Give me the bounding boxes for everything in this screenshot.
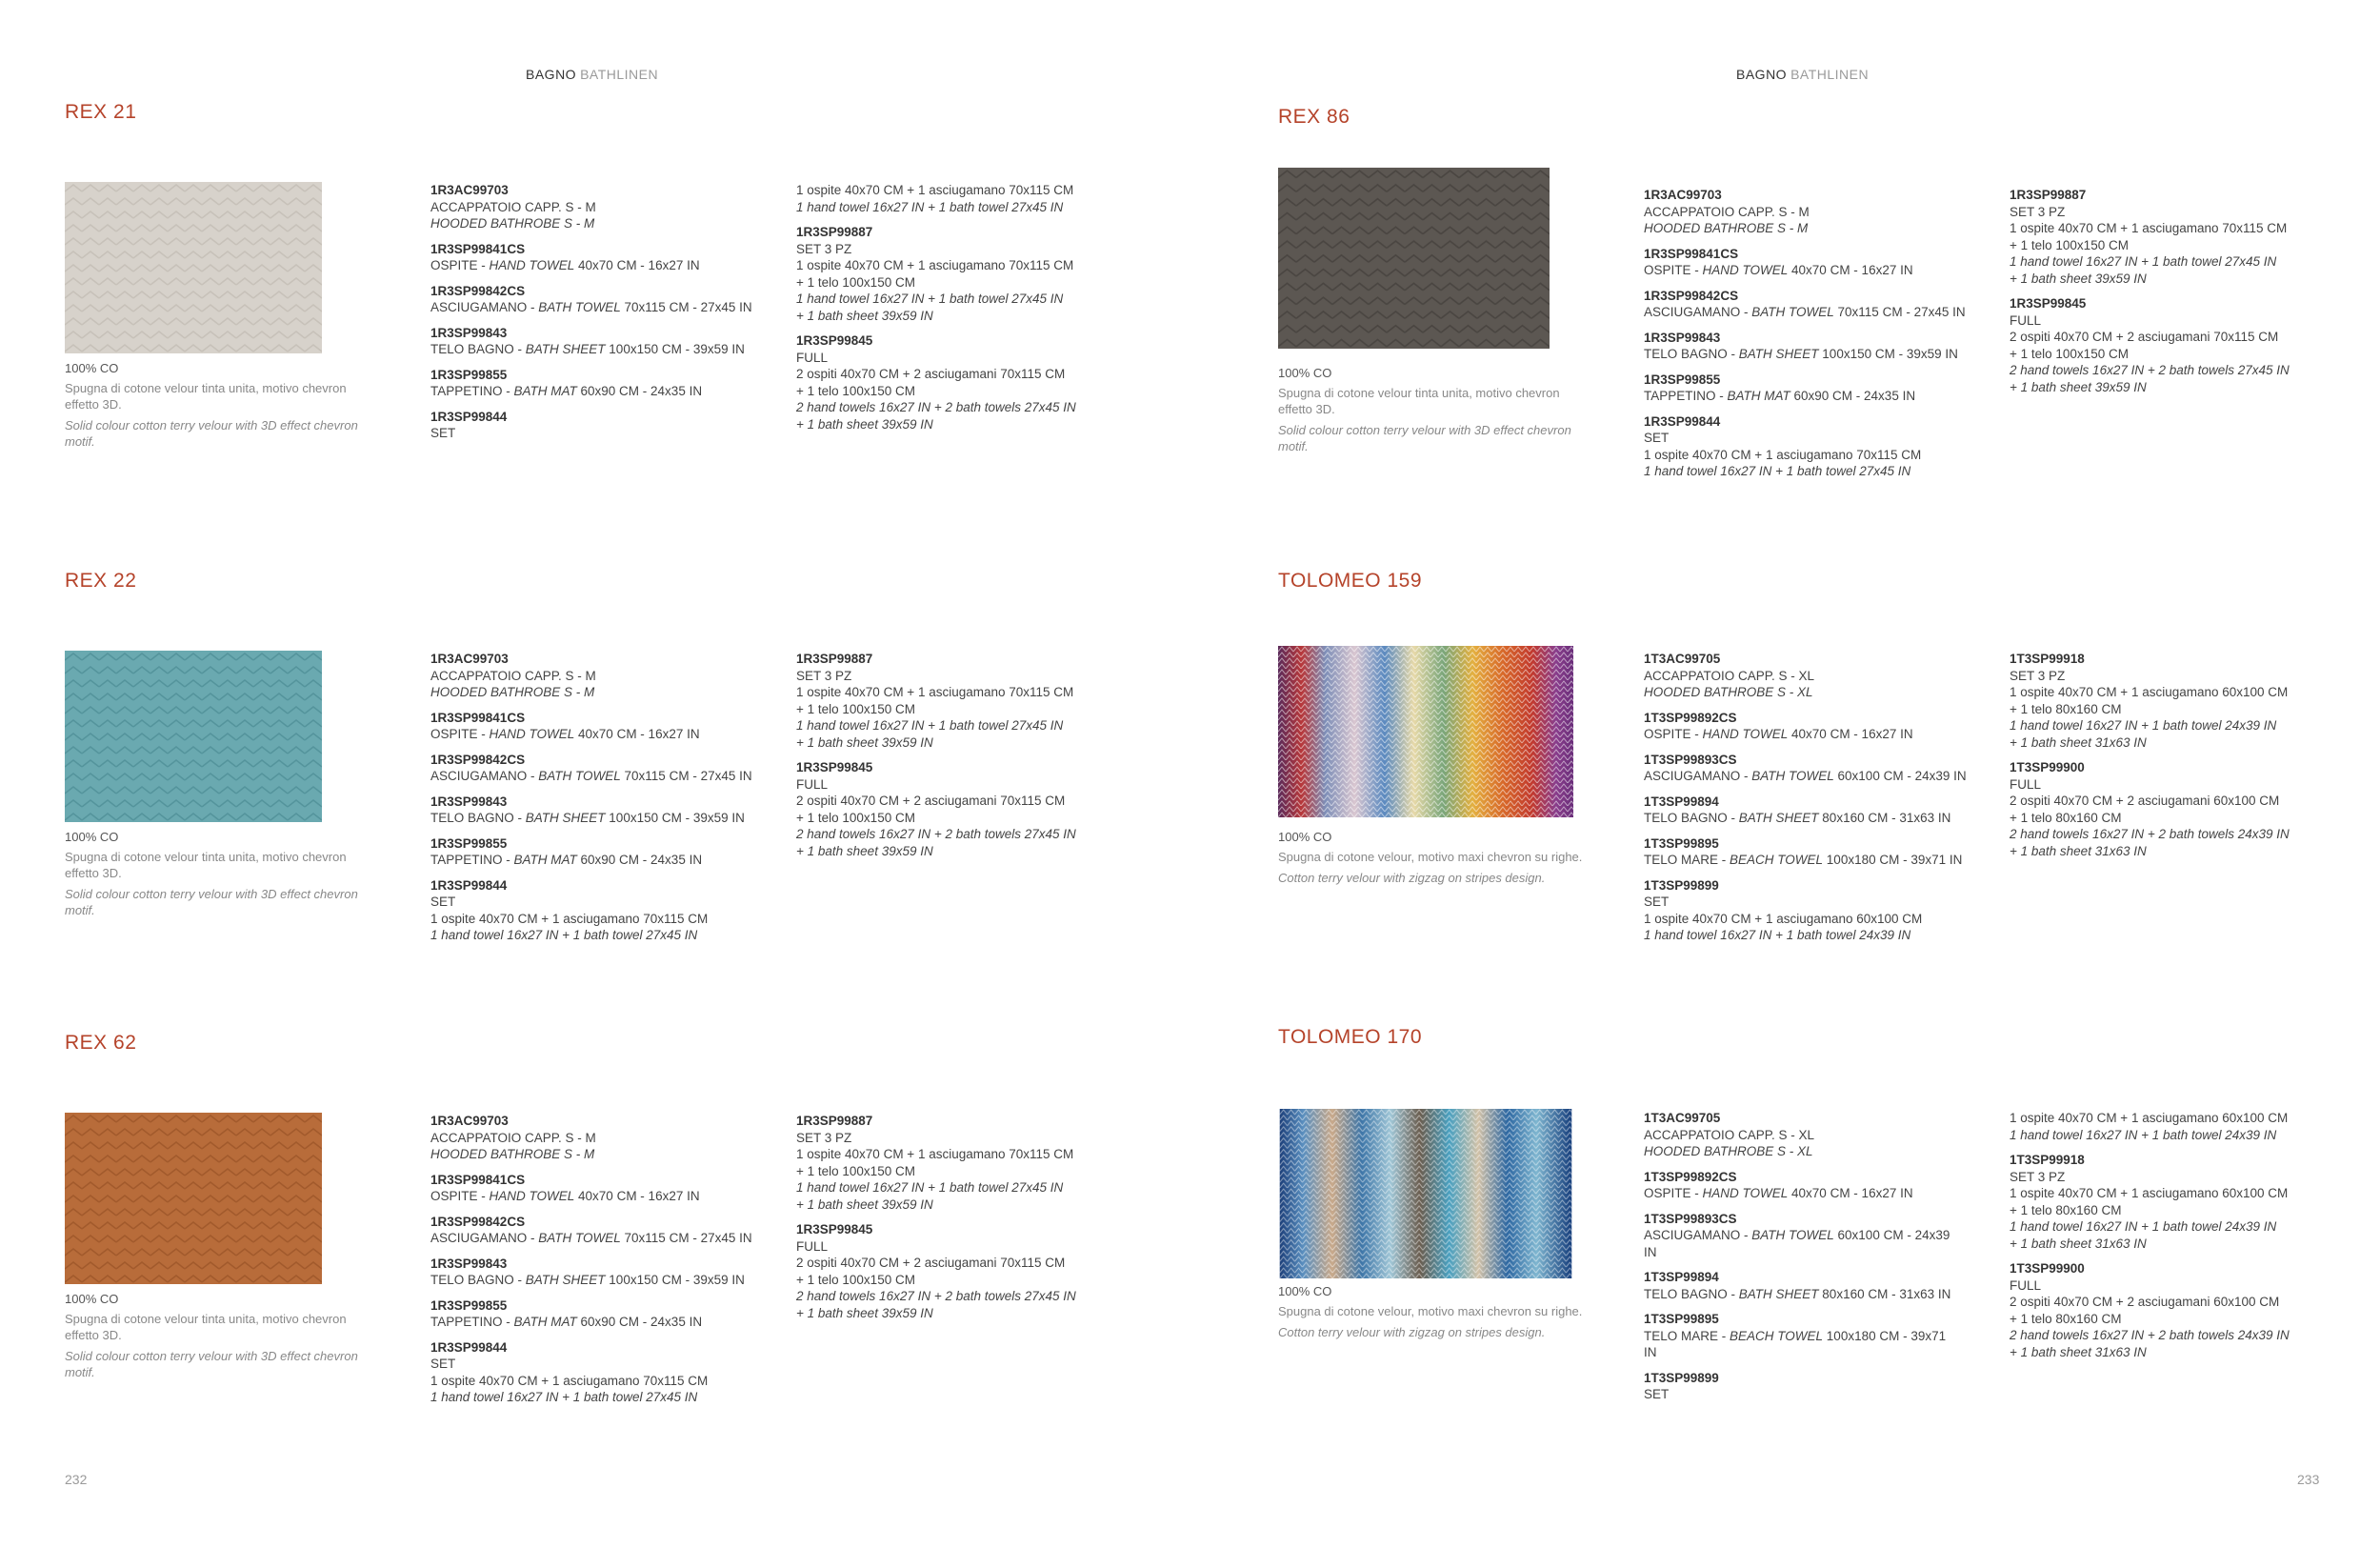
composition: 100% CO (65, 830, 119, 844)
set-contents-english: 2 hand towels 16x27 IN + 2 bath towels 27x45 IN (796, 400, 1076, 414)
product-code: 1R3SP99887 (2010, 188, 2087, 202)
item-name: SET 3 PZ (796, 241, 852, 256)
product-rex-22 (65, 570, 1189, 1008)
item-name: SET 3 PZ (2010, 668, 2066, 683)
set-contents-english: 1 hand towel 16x27 IN + 1 bath towel 24x39 IN (2010, 1127, 2277, 1142)
header-subcategory: BATHLINEN (1790, 67, 1870, 82)
description-italian: Spugna di cotone velour, motivo maxi chevron su righe. (1278, 1304, 1583, 1318)
set-contents: + 1 telo 80x160 CM (2010, 810, 2122, 825)
product-code: 1R3SP99842CS (1644, 288, 1739, 303)
item-name: TELO BAGNO - BATH SHEET 100x150 CM - 39x59 IN (430, 1273, 745, 1287)
description-english: Cotton terry velour with zigzag on stripes design. (1278, 1325, 1546, 1339)
product-code: 1R3SP99844 (430, 877, 508, 893)
product-code: 1R3SP99844 (430, 1339, 508, 1355)
set-contents: 1 ospite 40x70 CM + 1 asciugamano 70x115 CM (430, 911, 709, 926)
product-code: 1T3SP99895 (1644, 1312, 1719, 1326)
page-number-right: 233 (2297, 1472, 2320, 1487)
set-contents: 1 ospite 40x70 CM + 1 asciugamano 70x115 CM (2010, 221, 2288, 235)
composition: 100% CO (65, 361, 119, 375)
item-name: TELO BAGNO - BATH SHEET 100x150 CM - 39x59 IN (430, 811, 745, 825)
header-subcategory: BATHLINEN (580, 67, 659, 82)
item-name: SET 3 PZ (796, 1130, 852, 1145)
item-name: OSPITE - HAND TOWEL 40x70 CM - 16x27 IN (1644, 263, 1913, 277)
set-contents-english: + 1 bath sheet 39x59 IN (2010, 379, 2147, 394)
set-contents-english: + 1 bath sheet 39x59 IN (796, 416, 933, 432)
product-code: 1T3SP99895 (1644, 835, 1719, 851)
item-name: SET (1644, 1387, 1670, 1401)
product-code: 1R3SP99841CS (430, 241, 526, 256)
product-codes-column-1 (430, 182, 759, 442)
set-contents-english: 1 hand towel 16x27 IN + 1 bath towel 27x45 IN (2010, 254, 2277, 269)
set-contents: 2 ospiti 40x70 CM + 2 asciugamani 70x115 CM (796, 367, 1066, 381)
product-codes-column-2 (2010, 651, 2338, 859)
set-contents: 1 ospite 40x70 CM + 1 asciugamano 60x100 CM (2010, 685, 2289, 699)
set-contents-english: 1 hand towel 16x27 IN + 1 bath towel 27x45 IN (796, 718, 1064, 733)
set-contents: + 1 telo 100x150 CM (796, 1163, 915, 1178)
item-name: ACCAPPATOIO CAPP. S - XL (1644, 668, 1815, 683)
item-name: SET 3 PZ (2010, 1169, 2066, 1184)
product-code: 1T3SP99892CS (1644, 710, 1737, 725)
product-tolomeo-159 (1278, 570, 2380, 1008)
set-contents-english: + 1 bath sheet 39x59 IN (796, 308, 933, 323)
set-contents: 1 ospite 40x70 CM + 1 asciugamano 70x115 CM (796, 258, 1074, 272)
item-name: ACCAPPATOIO CAPP. S - XL (1644, 1127, 1815, 1142)
item-name: TELO BAGNO - BATH SHEET 100x150 CM - 39x59 IN (430, 342, 745, 356)
item-name-english: HOODED BATHROBE S - XL (1644, 1144, 1813, 1158)
product-code: 1R3SP99843 (430, 1256, 508, 1271)
page-header-right (1736, 67, 1869, 82)
set-contents: + 1 telo 80x160 CM (2010, 1311, 2122, 1326)
towel-swatch-rex-22 (65, 651, 322, 822)
product-code: 1R3SP99845 (796, 1222, 873, 1236)
item-name: OSPITE - HAND TOWEL 40x70 CM - 16x27 IN (1644, 1186, 1913, 1200)
set-contents: 1 ospite 40x70 CM + 1 asciugamano 70x115 CM (1644, 447, 1922, 462)
product-code: 1R3SP99842CS (430, 752, 526, 767)
product-code: 1T3SP99893CS (1644, 752, 1737, 767)
product-codes-column-1 (1644, 651, 1972, 944)
composition: 100% CO (65, 1292, 119, 1306)
description-english: Cotton terry velour with zigzag on stripes design. (1278, 871, 1546, 885)
item-name: FULL (2010, 776, 2042, 792)
product-code: 1R3SP99845 (796, 760, 873, 774)
item-name: FULL (2010, 312, 2042, 328)
description-english: Solid colour cotton terry velour with 3D effect chevron motif. (65, 1349, 358, 1379)
item-name: FULL (796, 776, 829, 792)
product-code: 1R3SP99845 (2010, 296, 2087, 311)
description-italian: Spugna di cotone velour tinta unita, motivo chevron effetto 3D. (65, 1312, 347, 1342)
set-contents: 1 ospite 40x70 CM + 1 asciugamano 70x115 CM (796, 183, 1074, 197)
product-codes-column-1 (1644, 1110, 1972, 1403)
set-contents-english: 2 hand towels 16x27 IN + 2 bath towels 27x45 IN (796, 827, 1076, 841)
product-title: TOLOMEO 159 (1278, 570, 1423, 592)
product-code: 1R3SP99844 (430, 409, 508, 424)
item-name: ASCIUGAMANO - BATH TOWEL 60x100 CM - 24x39 IN (1644, 769, 1967, 783)
set-contents-english: 1 hand towel 16x27 IN + 1 bath towel 27x45 IN (430, 1390, 698, 1404)
product-code: 1T3AC99705 (1644, 1111, 1721, 1125)
description-italian: Spugna di cotone velour tinta unita, motivo chevron effetto 3D. (65, 850, 347, 880)
item-name: SET (430, 895, 456, 909)
set-contents: + 1 telo 100x150 CM (2010, 237, 2129, 252)
set-contents-english: + 1 bath sheet 39x59 IN (796, 734, 933, 750)
product-code: 1R3SP99887 (796, 1114, 873, 1128)
item-name: FULL (796, 1238, 829, 1254)
description-italian: Spugna di cotone velour, motivo maxi chevron su righe. (1278, 850, 1583, 864)
product-description (1278, 365, 1592, 454)
product-code: 1T3SP99899 (1644, 877, 1719, 893)
set-contents-english: 1 hand towel 16x27 IN + 1 bath towel 27x45 IN (796, 292, 1064, 306)
set-contents-english: 1 hand towel 16x27 IN + 1 bath towel 27x45 IN (796, 1180, 1064, 1195)
product-code: 1T3SP99900 (2010, 1261, 2085, 1276)
product-code: 1R3SP99843 (430, 794, 508, 809)
set-contents: + 1 telo 80x160 CM (2010, 1202, 2122, 1217)
set-contents-english: + 1 bath sheet 39x59 IN (796, 1305, 933, 1320)
product-code: 1R3SP99855 (430, 367, 508, 382)
product-codes-column-1 (1644, 187, 1972, 480)
product-title: REX 22 (65, 570, 137, 592)
set-contents-english: + 1 bath sheet 31x63 IN (2010, 1236, 2147, 1251)
product-title: REX 86 (1278, 106, 1350, 128)
product-code: 1R3SP99842CS (430, 1214, 526, 1229)
description-english: Solid colour cotton terry velour with 3D effect chevron motif. (65, 418, 358, 449)
set-contents-english: 2 hand towels 16x27 IN + 2 bath towels 27x45 IN (796, 1289, 1076, 1303)
item-name: FULL (796, 350, 829, 365)
product-code: 1R3AC99703 (430, 652, 509, 666)
set-contents-english: + 1 bath sheet 39x59 IN (2010, 271, 2147, 286)
product-codes-column-2 (2010, 187, 2338, 395)
item-name: TELO BAGNO - BATH SHEET 80x160 CM - 31x63 IN (1644, 1286, 1951, 1301)
item-name-english: HOODED BATHROBE S - M (430, 1147, 595, 1161)
set-contents-english: 2 hand towels 16x27 IN + 2 bath towels 27x45 IN (2010, 363, 2290, 377)
set-contents: 2 ospiti 40x70 CM + 2 asciugamani 70x115 CM (796, 794, 1066, 808)
item-name: ASCIUGAMANO - BATH TOWEL 60x100 CM - 24x39 IN (1644, 1228, 1950, 1259)
item-name: TAPPETINO - BATH MAT 60x90 CM - 24x35 IN (430, 853, 703, 867)
item-name: SET 3 PZ (2010, 204, 2066, 219)
item-name: SET 3 PZ (796, 668, 852, 683)
set-contents: + 1 telo 100x150 CM (796, 1272, 915, 1287)
set-contents: 2 ospiti 40x70 CM + 2 asciugamani 60x100 CM (2010, 794, 2280, 808)
set-contents-english: 1 hand towel 16x27 IN + 1 bath towel 27x45 IN (1644, 464, 1911, 478)
item-name: TAPPETINO - BATH MAT 60x90 CM - 24x35 IN (1644, 389, 1916, 403)
product-code: 1R3SP99855 (430, 1297, 508, 1313)
set-contents-english: 1 hand towel 16x27 IN + 1 bath towel 27x45 IN (430, 928, 698, 942)
item-name: TELO MARE - BEACH TOWEL 100x180 CM - 39x71 IN (1644, 1328, 1947, 1359)
set-contents-english: 1 hand towel 16x27 IN + 1 bath towel 24x39 IN (2010, 718, 2277, 733)
product-title: REX 21 (65, 101, 137, 123)
product-code: 1T3SP99893CS (1644, 1211, 1737, 1226)
product-code: 1R3SP99843 (430, 325, 508, 340)
item-name: ACCAPPATOIO CAPP. S - M (430, 199, 596, 214)
product-code: 1T3SP99918 (2010, 652, 2085, 666)
item-name: OSPITE - HAND TOWEL 40x70 CM - 16x27 IN (430, 727, 700, 741)
item-name: ASCIUGAMANO - BATH TOWEL 70x115 CM - 27x45 IN (430, 1231, 752, 1245)
product-code: 1R3SP99841CS (430, 1172, 526, 1187)
product-description (65, 1291, 379, 1380)
product-code: 1T3SP99894 (1644, 794, 1719, 809)
product-code: 1R3SP99841CS (1644, 246, 1739, 261)
set-contents: 1 ospite 40x70 CM + 1 asciugamano 70x115 CM (796, 685, 1074, 699)
item-name-english: HOODED BATHROBE S - M (430, 216, 595, 231)
set-contents: 1 ospite 40x70 CM + 1 asciugamano 60x100 CM (2010, 1111, 2289, 1125)
product-code: 1R3SP99855 (1644, 372, 1721, 387)
item-name: OSPITE - HAND TOWEL 40x70 CM - 16x27 IN (1644, 727, 1913, 741)
product-code: 1R3SP99842CS (430, 283, 526, 298)
product-code: 1R3SP99845 (796, 333, 873, 348)
product-code: 1R3AC99703 (430, 1114, 509, 1128)
set-contents-english: + 1 bath sheet 31x63 IN (2010, 843, 2147, 858)
product-code: 1T3SP99894 (1644, 1270, 1719, 1284)
item-name: TAPPETINO - BATH MAT 60x90 CM - 24x35 IN (430, 384, 703, 398)
towel-swatch-rex-86 (1278, 168, 1550, 349)
product-codes-column-2 (796, 1113, 1125, 1321)
product-codes-column-2 (796, 182, 1125, 432)
set-contents: + 1 telo 100x150 CM (796, 701, 915, 716)
product-codes-column-1 (430, 1113, 759, 1406)
set-contents: + 1 telo 100x150 CM (796, 383, 915, 398)
product-code: 1T3SP99900 (2010, 760, 2085, 774)
set-contents: 1 ospite 40x70 CM + 1 asciugamano 70x115 CM (430, 1373, 709, 1388)
item-name: SET (1644, 895, 1670, 909)
composition: 100% CO (1278, 366, 1332, 380)
description-italian: Spugna di cotone velour tinta unita, motivo chevron effetto 3D. (65, 381, 347, 412)
item-name: ACCAPPATOIO CAPP. S - M (1644, 204, 1810, 219)
set-contents-english: + 1 bath sheet 39x59 IN (796, 1196, 933, 1212)
item-name: SET (1644, 431, 1670, 445)
set-contents-english: 1 hand towel 16x27 IN + 1 bath towel 24x39 IN (2010, 1219, 2277, 1234)
set-contents-english: 2 hand towels 16x27 IN + 2 bath towels 24x39 IN (2010, 827, 2290, 841)
item-name: SET (430, 1357, 456, 1371)
product-code: 1R3AC99703 (1644, 188, 1722, 202)
item-name: ASCIUGAMANO - BATH TOWEL 70x115 CM - 27x45 IN (1644, 305, 1966, 319)
item-name-english: HOODED BATHROBE S - XL (1644, 685, 1813, 699)
page-header-left (526, 67, 658, 82)
composition: 100% CO (1278, 1284, 1332, 1298)
product-codes-column-1 (430, 651, 759, 944)
product-code: 1R3SP99844 (1644, 413, 1721, 429)
set-contents: + 1 telo 100x150 CM (2010, 346, 2129, 361)
item-name-english: HOODED BATHROBE S - M (430, 685, 595, 699)
product-tolomeo-170 (1278, 1026, 2380, 1464)
product-description (65, 829, 379, 918)
product-codes-column-2 (2010, 1110, 2338, 1360)
product-code: 1R3SP99887 (796, 652, 873, 666)
product-title: TOLOMEO 170 (1278, 1026, 1423, 1048)
item-name-english: HOODED BATHROBE S - M (1644, 221, 1809, 235)
product-code: 1T3SP99918 (2010, 1153, 2085, 1167)
product-rex-21 (65, 101, 1189, 539)
composition: 100% CO (1278, 830, 1332, 844)
product-description (65, 360, 379, 450)
product-description (1278, 829, 1592, 886)
item-name: TELO BAGNO - BATH SHEET 80x160 CM - 31x63 IN (1644, 811, 1951, 825)
product-code: 1R3SP99841CS (430, 710, 526, 725)
item-name: ACCAPPATOIO CAPP. S - M (430, 668, 596, 683)
product-rex-86 (1278, 106, 2380, 544)
product-code: 1R3SP99887 (796, 225, 873, 239)
product-code: 1T3SP99899 (1644, 1370, 1719, 1385)
description-italian: Spugna di cotone velour tinta unita, motivo chevron effetto 3D. (1278, 386, 1560, 416)
set-contents: + 1 telo 100x150 CM (796, 810, 915, 825)
product-title: REX 62 (65, 1032, 137, 1054)
towel-swatch-tolomeo-159 (1278, 646, 1573, 817)
product-code: 1R3AC99703 (430, 183, 509, 197)
description-english: Solid colour cotton terry velour with 3D effect chevron motif. (65, 887, 358, 917)
set-contents: 1 ospite 40x70 CM + 1 asciugamano 60x100 CM (1644, 911, 1923, 926)
set-contents: 1 ospite 40x70 CM + 1 asciugamano 60x100 CM (2010, 1186, 2289, 1200)
description-english: Solid colour cotton terry velour with 3D effect chevron motif. (1278, 423, 1571, 453)
product-rex-62 (65, 1032, 1189, 1470)
set-contents-english: + 1 bath sheet 39x59 IN (796, 843, 933, 858)
set-contents-english: + 1 bath sheet 31x63 IN (2010, 1344, 2147, 1359)
set-contents: 1 ospite 40x70 CM + 1 asciugamano 70x115 CM (796, 1147, 1074, 1161)
item-name: TELO BAGNO - BATH SHEET 100x150 CM - 39x59 IN (1644, 347, 1958, 361)
set-contents: 2 ospiti 40x70 CM + 2 asciugamani 70x115 CM (796, 1256, 1066, 1270)
header-category: BAGNO (1736, 67, 1788, 82)
set-contents: 2 ospiti 40x70 CM + 2 asciugamani 60x100 CM (2010, 1295, 2280, 1309)
set-contents-english: 1 hand towel 16x27 IN + 1 bath towel 24x39 IN (1644, 928, 1911, 942)
product-description (1278, 1283, 1592, 1340)
set-contents-english: + 1 bath sheet 31x63 IN (2010, 734, 2147, 750)
page-number-left: 232 (65, 1472, 88, 1487)
item-name: ASCIUGAMANO - BATH TOWEL 70x115 CM - 27x45 IN (430, 300, 752, 314)
set-contents: + 1 telo 80x160 CM (2010, 701, 2122, 716)
product-code: 1T3AC99705 (1644, 652, 1721, 666)
set-contents-english: 1 hand towel 16x27 IN + 1 bath towel 27x45 IN (796, 199, 1064, 214)
product-code: 1R3SP99855 (430, 835, 508, 851)
item-name: OSPITE - HAND TOWEL 40x70 CM - 16x27 IN (430, 258, 700, 272)
towel-swatch-tolomeo-170 (1278, 1109, 1573, 1278)
item-name: FULL (2010, 1277, 2042, 1293)
item-name: OSPITE - HAND TOWEL 40x70 CM - 16x27 IN (430, 1189, 700, 1203)
product-code: 1T3SP99892CS (1644, 1169, 1737, 1184)
item-name: ASCIUGAMANO - BATH TOWEL 70x115 CM - 27x45 IN (430, 769, 752, 783)
item-name: TAPPETINO - BATH MAT 60x90 CM - 24x35 IN (430, 1315, 703, 1329)
product-code: 1R3SP99843 (1644, 330, 1721, 345)
set-contents: + 1 telo 100x150 CM (796, 274, 915, 290)
item-name: TELO MARE - BEACH TOWEL 100x180 CM - 39x71 IN (1644, 853, 1963, 867)
towel-swatch-rex-62 (65, 1113, 322, 1284)
set-contents-english: 2 hand towels 16x27 IN + 2 bath towels 24x39 IN (2010, 1328, 2290, 1342)
towel-swatch-rex-21 (65, 182, 322, 353)
product-codes-column-2 (796, 651, 1125, 859)
set-contents: 2 ospiti 40x70 CM + 2 asciugamani 70x115 CM (2010, 330, 2279, 344)
header-category: BAGNO (526, 67, 577, 82)
item-name: SET (430, 426, 456, 440)
item-name: ACCAPPATOIO CAPP. S - M (430, 1130, 596, 1145)
